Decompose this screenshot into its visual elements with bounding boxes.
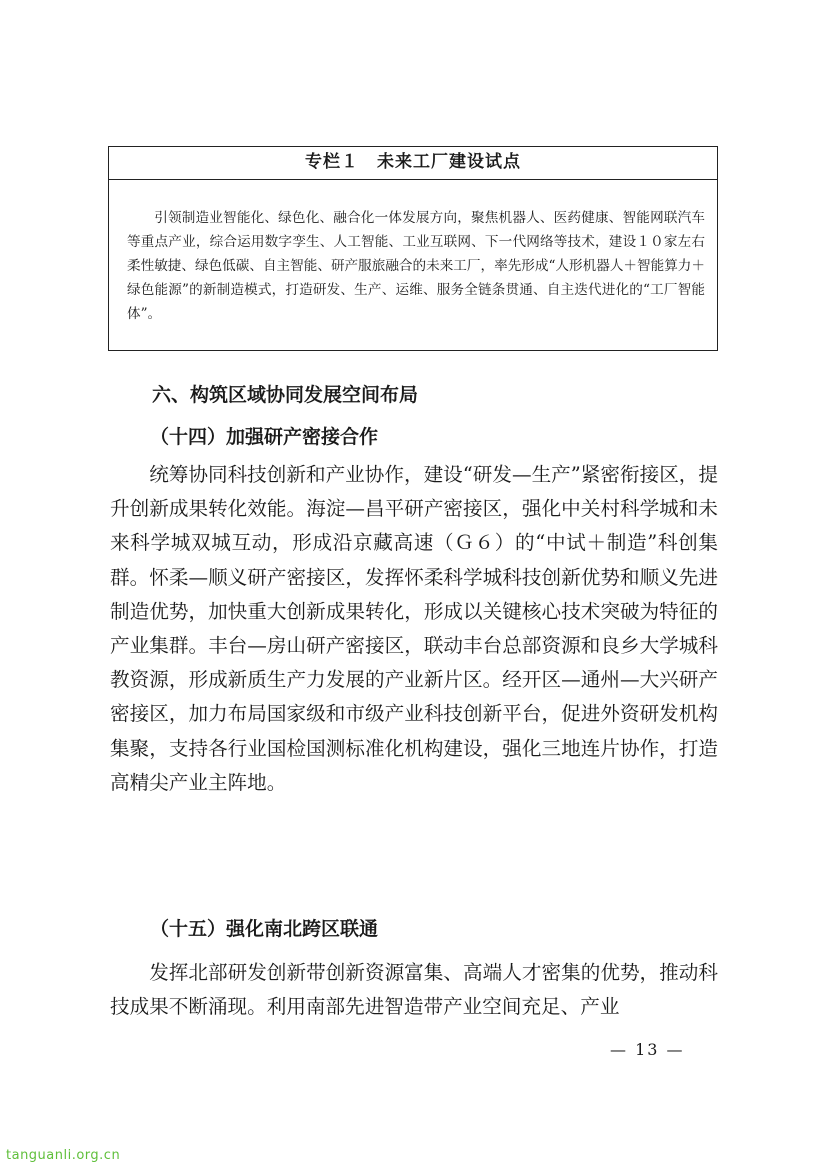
watermark: tanguanli.org.cn xyxy=(6,1148,121,1163)
paragraph-14: 统筹协同科技创新和产业协作，建设“研发—生产”紧密衔接区，提升创新成果转化效能。海淀—昌平研产密接区，强化中关村科学城和未来科学城双城互动，形成沿京藏高速（Ｇ６）的“中试＋制造”科创集群。怀柔—顺义研产密接区，发挥怀柔科学城科技创新优势和顺义先进制造优势，加快重大创新成果转化，形成以关键核心技术突破为特征的产业集群。丰台—房山研产密接区，联动丰台总部资源和良乡大学城科教资源，形成新质生产力发展的产业新片区。经开区—通州—大兴研产密接区，加力布局国家级和市级产业科技创新平台，促进外资研发机构集聚，支持各行业国检国测标准化机构建设，强化三地连片协作，打造高精尖产业主阵地。 xyxy=(110,463,718,794)
section-heading: 六、构筑区域协同发展空间布局 xyxy=(152,384,419,406)
subsection-heading-15: （十五）强化南北跨区联通 xyxy=(150,918,379,940)
feature-box-body: 引领制造业智能化、绿色化、融合化一体发展方向，聚焦机器人、医药健康、智能网联汽车等重点产业，综合运用数字孪生、人工智能、工业互联网、下一代网络等技术，建设１０家左右柔性敏捷、绿色低碳、自主智能、研产服旅融合的未来工厂，率先形成“人形机器人＋智能算力＋绿色能源”的新制造模式，打造研发、生产、运维、服务全链条贯通、自主迭代进化的“工厂智能体”。 xyxy=(127,210,705,322)
paragraph-15: 发挥北部研发创新带创新资源富集、高端人才密集的优势，推动科技成果不断涌现。利用南部先进智造带产业空间充足、产业 xyxy=(110,961,718,1019)
feature-box-title: 专栏１ 未来工厂建设试点 xyxy=(109,147,717,180)
subsection-heading-14: （十四）加强研产密接合作 xyxy=(150,426,379,448)
page-number: — 13 — xyxy=(610,1040,685,1059)
feature-box xyxy=(108,146,718,351)
